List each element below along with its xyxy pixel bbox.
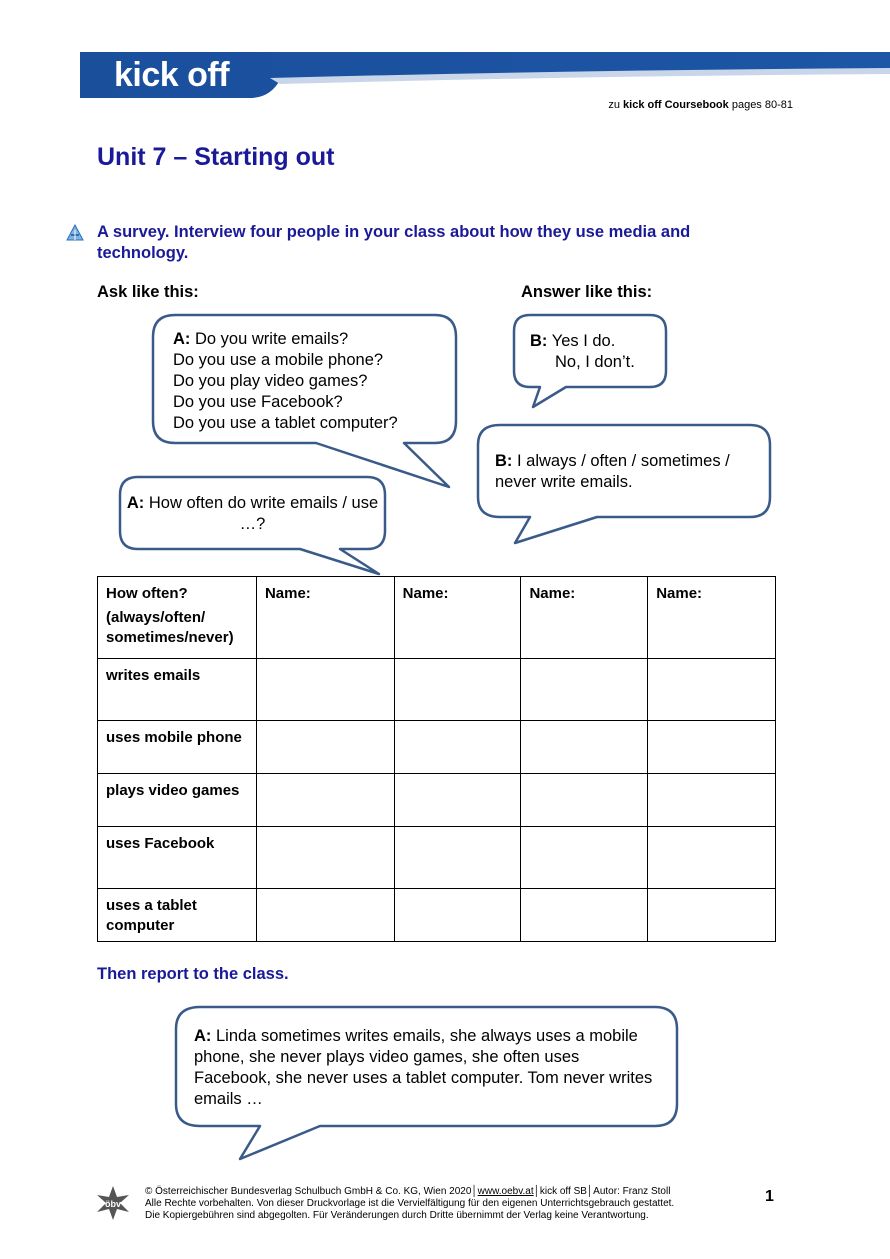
- answer-line: No, I don’t.: [555, 353, 635, 371]
- table-row: [98, 774, 776, 827]
- table-row: [98, 659, 776, 721]
- answer-cell[interactable]: [394, 827, 521, 889]
- how-often-line: How often do write emails / use …?: [144, 494, 379, 533]
- answer-cell[interactable]: [394, 774, 521, 827]
- header-line: How often?: [106, 585, 188, 602]
- footer-line: Alle Rechte vorbehalten. Von dieser Druckvorlage ist die Vervielfältigung für den eigenen Unterrichtsgebrauch gestattet.: [145, 1198, 675, 1209]
- answer-cell[interactable]: [394, 889, 521, 942]
- frequency-answer-line: I always / often / sometimes / never write emails.: [495, 452, 730, 491]
- speaker-b: B:: [495, 452, 513, 470]
- coursebook-pages: pages 80-81: [728, 99, 793, 111]
- table-row: [98, 889, 776, 942]
- answer-line: Yes I do.: [547, 332, 616, 350]
- footer-copyright: [145, 1186, 674, 1222]
- speaker-a: A:: [173, 330, 191, 348]
- report-line: Linda sometimes writes emails, she always uses a mobile phone, she never plays video games, she often uses Facebook, she never uses a tablet computer. Tom never writes emails …: [194, 1027, 653, 1108]
- coursebook-prefix: zu: [608, 99, 624, 111]
- publisher-link[interactable]: www.oebv.at: [477, 1186, 534, 1197]
- answer-cell[interactable]: [256, 774, 394, 827]
- footer-line: © Österreichischer Bundesverlag Schulbuch GmbH & Co. KG, Wien 2020│: [145, 1186, 478, 1197]
- answer-cell[interactable]: [256, 889, 394, 942]
- answer-cell[interactable]: [394, 721, 521, 774]
- row-label: uses a tablet computer: [98, 889, 257, 942]
- footer-line: Die Kopiergebühren sind abgegolten. Für Veränderungen durch Dritte übernimmt der Verlag keine Verantwortung.: [145, 1210, 649, 1221]
- answer-cell[interactable]: [648, 889, 776, 942]
- answer-cell[interactable]: [648, 721, 776, 774]
- how-often-text: [120, 493, 385, 535]
- answer-cell[interactable]: [256, 659, 394, 721]
- answer-cell[interactable]: [521, 774, 648, 827]
- report-bubble-text: [194, 1026, 654, 1110]
- questions-bubble-text: [173, 329, 398, 434]
- header-line: (always/often/: [106, 609, 206, 626]
- answer-cell[interactable]: [648, 659, 776, 721]
- row-label: uses mobile phone: [98, 721, 257, 774]
- footer-line: │kick off SB│Autor: Franz Stoll: [533, 1186, 671, 1197]
- answer-cell[interactable]: [256, 721, 394, 774]
- answer-cell[interactable]: [256, 827, 394, 889]
- name-header[interactable]: Name:: [521, 577, 648, 659]
- survey-table: [97, 576, 776, 942]
- row-label: uses Facebook: [98, 827, 257, 889]
- speaker-b: B:: [530, 332, 548, 350]
- report-label: Then report to the class.: [97, 965, 289, 983]
- table-row: [98, 827, 776, 889]
- header-line: sometimes/never): [106, 629, 234, 646]
- speaker-a: A:: [194, 1027, 212, 1045]
- answer-label: Answer like this:: [521, 283, 653, 301]
- answer-cell[interactable]: [521, 659, 648, 721]
- question-line: Do you write emails?: [190, 330, 349, 348]
- answer-cell[interactable]: [648, 827, 776, 889]
- logo-text: öbv: [104, 1199, 122, 1209]
- task-instruction: A survey. Interview four people in your class about how they use media and technology.: [97, 223, 691, 262]
- yes-no-bubble-text: [530, 331, 635, 373]
- page-number: 1: [765, 1188, 774, 1205]
- table-row: [98, 721, 776, 774]
- speaker-a: A:: [126, 494, 145, 512]
- answer-cell[interactable]: [648, 774, 776, 827]
- answer-cell[interactable]: [521, 721, 648, 774]
- answer-cell[interactable]: [521, 827, 648, 889]
- name-header[interactable]: Name:: [256, 577, 394, 659]
- page-title: Unit 7 – Starting out: [97, 143, 335, 171]
- brand-logo-text: kick off: [114, 56, 230, 94]
- question-line: Do you use a mobile phone?: [173, 351, 384, 369]
- frequency-answer-text: [495, 451, 765, 493]
- question-line: Do you use a tablet computer?: [173, 414, 398, 432]
- row-label: plays video games: [98, 774, 257, 827]
- name-header[interactable]: Name:: [394, 577, 521, 659]
- answer-cell[interactable]: [521, 889, 648, 942]
- name-header[interactable]: Name:: [648, 577, 776, 659]
- coursebook-name: kick off Coursebook: [623, 99, 729, 111]
- how-often-header: [98, 577, 257, 659]
- publisher-logo-icon: [96, 1186, 130, 1220]
- table-header-row: [98, 577, 776, 659]
- question-line: Do you play video games?: [173, 372, 368, 390]
- ask-label: Ask like this:: [97, 283, 199, 301]
- row-label: writes emails: [98, 659, 257, 721]
- answer-cell[interactable]: [394, 659, 521, 721]
- question-line: Do you use Facebook?: [173, 393, 343, 411]
